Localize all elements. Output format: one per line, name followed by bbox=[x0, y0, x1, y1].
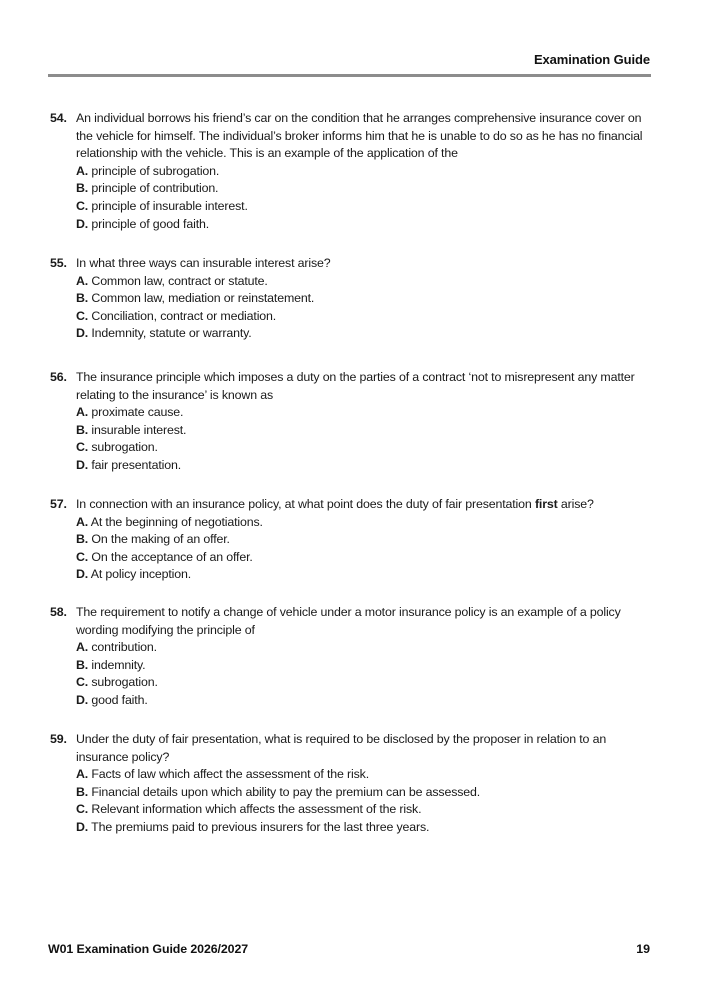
header-title: Examination Guide bbox=[533, 52, 650, 67]
answer-option: A. proximate cause. bbox=[76, 405, 184, 420]
answer-option: C. subrogation. bbox=[76, 675, 158, 690]
question-57 bbox=[48, 496, 658, 584]
question-55 bbox=[48, 255, 658, 343]
question-number: 55. bbox=[50, 256, 67, 270]
answer-option: A. At the beginning of negotiations. bbox=[76, 514, 263, 529]
emphasis-first: first bbox=[534, 497, 558, 511]
question-54 bbox=[48, 110, 658, 233]
answer-option: D. Indemnity, statute or warranty. bbox=[76, 326, 252, 341]
question-58 bbox=[48, 604, 658, 710]
answer-option: B. On the making of an offer. bbox=[76, 532, 230, 547]
answer-option: B. indemnity. bbox=[76, 657, 146, 672]
question-number: 59. bbox=[50, 732, 67, 746]
question-text: The requirement to notify a change of vehicle under a motor insurance policy is an example of a policy wording modifying the principle of bbox=[76, 605, 621, 637]
page-number: 19 bbox=[636, 942, 650, 956]
question-text: In what three ways can insurable interest arise? bbox=[76, 256, 331, 270]
answer-option: A. Facts of law which affect the assessment of the risk. bbox=[76, 767, 370, 782]
question-number: 54. bbox=[50, 111, 67, 125]
question-text: The insurance principle which imposes a duty on the parties of a contract ‘not to misrepresent any matter relating to the insurance’ is known as bbox=[76, 370, 635, 402]
header-divider bbox=[48, 74, 651, 77]
answer-option: A. Common law, contract or statute. bbox=[76, 273, 268, 288]
question-59 bbox=[48, 731, 658, 837]
answer-option: D. good faith. bbox=[76, 692, 148, 707]
answer-option: D. principle of good faith. bbox=[76, 216, 210, 231]
answer-option: A. principle of subrogation. bbox=[76, 163, 220, 178]
question-text: Under the duty of fair presentation, what is required to be disclosed by the proposer in relation to an insurance policy? bbox=[76, 732, 607, 764]
answer-option: A. contribution. bbox=[76, 640, 157, 655]
answer-option: B. insurable interest. bbox=[76, 422, 187, 437]
answer-option: D. The premiums paid to previous insurers for the last three years. bbox=[76, 819, 430, 834]
question-number: 57. bbox=[50, 497, 67, 511]
footer-document-title: W01 Examination Guide 2026/2027 bbox=[48, 942, 249, 956]
answer-option: D. fair presentation. bbox=[76, 457, 181, 472]
answer-option: B. Common law, mediation or reinstatement. bbox=[76, 291, 315, 306]
answer-option: B. principle of contribution. bbox=[76, 181, 219, 196]
question-text: An individual borrows his friend’s car on the condition that he arranges comprehensive insurance cover on the vehicle for himself. The individual’s broker informs him that he is unable to do so as he has no financial relationship with the vehicle. This is an example of the application of the bbox=[76, 111, 643, 161]
question-number: 56. bbox=[50, 370, 67, 384]
answer-option: C. Conciliation, contract or mediation. bbox=[76, 308, 277, 323]
answer-option: C. principle of insurable interest. bbox=[76, 198, 248, 213]
answer-option: C. subrogation. bbox=[76, 440, 158, 455]
answer-option: B. Financial details upon which ability to pay the premium can be assessed. bbox=[76, 784, 481, 799]
answer-option: C. Relevant information which affects the assessment of the risk. bbox=[76, 802, 422, 817]
answer-option: C. On the acceptance of an offer. bbox=[76, 549, 253, 564]
answer-option: D. At policy inception. bbox=[76, 567, 192, 582]
question-text: In connection with an insurance policy, at what point does the duty of fair presentation first arise? bbox=[76, 497, 594, 511]
question-number: 58. bbox=[50, 605, 67, 619]
question-56 bbox=[48, 369, 658, 475]
